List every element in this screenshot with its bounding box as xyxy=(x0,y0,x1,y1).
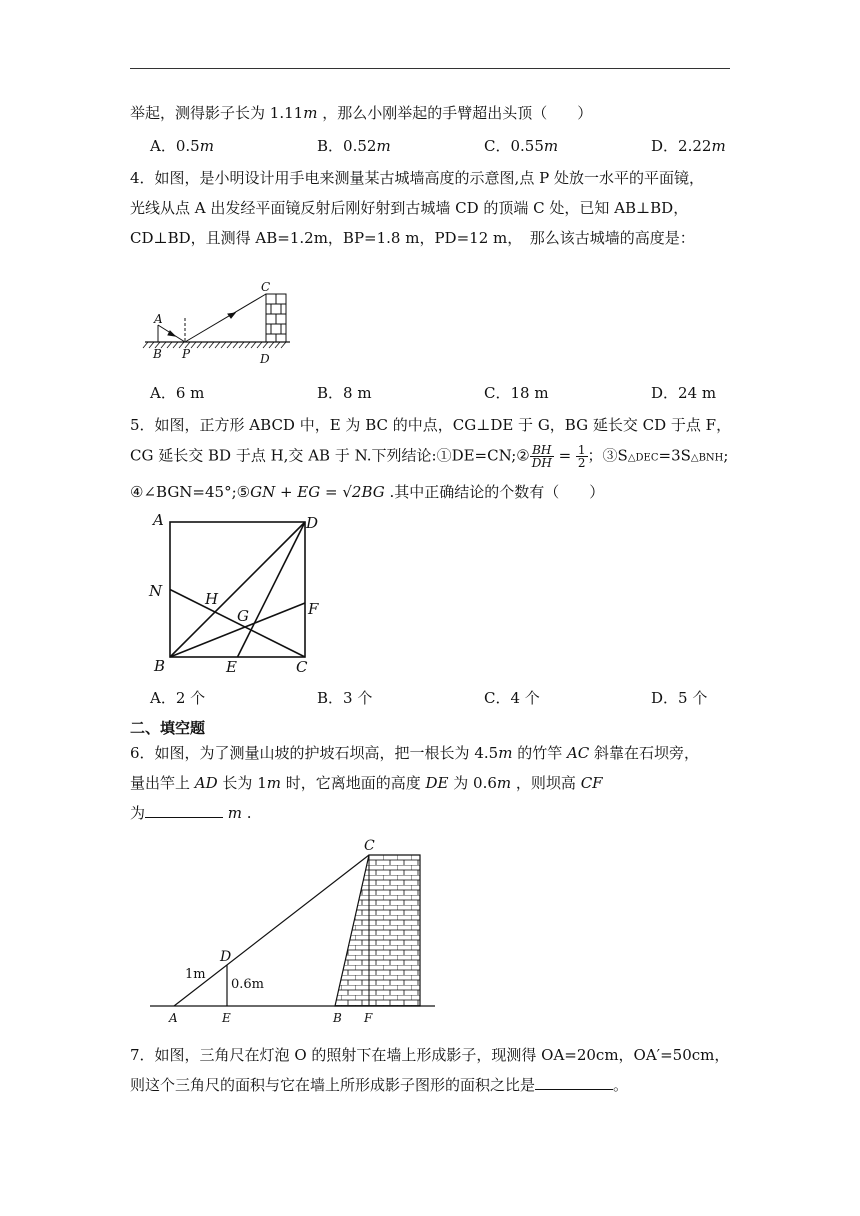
q5-figure xyxy=(145,508,325,678)
q4-option-d[interactable]: D．24 m xyxy=(651,384,717,402)
q4-option-b[interactable]: B．8 m xyxy=(317,384,372,402)
q5-text-line-1: 5．如图，正方形 ABCD 中，E 为 BC 的中点，CG⊥DE 于 G，BG 延长交 CD 于点 F， xyxy=(130,416,732,434)
q6-text-line-1: 6．如图，为了测量山坡的护坡石坝高，把一根长为 4.5m 的竹竿 AC 斜靠在石坝旁， xyxy=(130,744,700,762)
q5-label-a: A xyxy=(153,511,164,529)
q3-option-b[interactable]: B．0.52m xyxy=(317,137,391,155)
header-rule xyxy=(130,68,730,69)
q6-label-f: F xyxy=(364,1011,373,1025)
q5-label-f: F xyxy=(308,600,319,618)
q6-text-line-2: 量出竿上 AD 长为 1m 时，它离地面的高度 DE 为 0.6m ，则坝高 CF xyxy=(130,774,603,792)
q3-option-d[interactable]: D．2.22m xyxy=(651,137,726,155)
q5-label-n: N xyxy=(149,582,163,600)
q5-text-line-3: ④∠BGN=45°;⑤GN + EG = √2BG .其中正确结论的个数有（ ） xyxy=(130,483,605,501)
q5-label-b: B xyxy=(154,657,166,675)
q5-label-c: C xyxy=(296,658,308,676)
q6-label-a: A xyxy=(169,1011,178,1025)
q7-text-line-2: 则这个三角尺的面积与它在墙上所形成影子图形的面积之比是 。 xyxy=(130,1076,629,1094)
q6-label-de-length: 0.6m xyxy=(231,977,265,992)
q5-text-line-2: CG 延长交 BD 于点 H,交 AB 于 N.下列结论:①DE=CN;② $\frac{BH}{DH}$ = $\frac{1}{2}$ ；③S△DEC=3S△BNH; xyxy=(130,443,729,470)
q4-label-p: P xyxy=(182,347,191,361)
q4-label-a: A xyxy=(154,312,163,326)
q6-label-b: B xyxy=(333,1011,342,1025)
q5-label-d: D xyxy=(306,514,319,532)
q6-label-d: D xyxy=(220,949,232,965)
q4-wall xyxy=(266,294,286,342)
q4-option-a[interactable]: A．6 m xyxy=(150,384,205,402)
q3-option-a[interactable]: A．0.5m xyxy=(150,137,214,155)
q6-text-line-3: 为 m . xyxy=(130,804,252,822)
q5-option-a[interactable]: A．2 个 xyxy=(150,689,206,707)
q3-text-line: 举起，测得影子长为 1.11m ，那么小刚举起的手臂超出头顶（ ） xyxy=(130,104,593,122)
q6-label-c: C xyxy=(364,838,375,854)
q5-label-g: G xyxy=(237,607,249,625)
q4-label-d: D xyxy=(260,352,270,366)
q4-label-c: C xyxy=(261,280,271,294)
q6-answer-blank[interactable] xyxy=(145,803,223,818)
q7-answer-blank[interactable] xyxy=(535,1075,613,1090)
section-title: 二、填空题 xyxy=(130,719,206,737)
q6-label-e: E xyxy=(222,1011,231,1025)
q5-fraction-bh-dh: $\frac{BH}{DH}$ xyxy=(531,443,552,470)
q4-ground xyxy=(143,342,290,348)
q5-label-h: H xyxy=(205,590,219,608)
q5-fraction-half: $\frac{1}{2}$ xyxy=(577,443,586,470)
q4-option-c[interactable]: C．18 m xyxy=(484,384,549,402)
q6-label-ad-length: 1m xyxy=(185,967,206,982)
q5-option-d[interactable]: D．5 个 xyxy=(651,689,708,707)
q6-figure xyxy=(145,835,445,1030)
q7-text-line-1: 7．如图，三角尺在灯泡 O 的照射下在墙上形成影子，现测得 OA=20cm，OA′=50cm， xyxy=(130,1046,730,1064)
q3-option-c[interactable]: C．0.55m xyxy=(484,137,559,155)
q5-option-c[interactable]: C．4 个 xyxy=(484,689,540,707)
q4-label-b: B xyxy=(153,347,162,361)
q4-text-line-3: CD⊥BD，且测得 AB=1.2m，BP=1.8 m，PD=12 m， 那么该古城墙的高度是： xyxy=(130,229,695,247)
q5-option-b[interactable]: B．3 个 xyxy=(317,689,373,707)
q4-text-line-1: 4．如图，是小明设计用手电来测量某古城墙高度的示意图,点 P 处放一水平的平面镜， xyxy=(130,169,704,187)
q5-label-e: E xyxy=(226,658,237,676)
q4-figure xyxy=(140,280,300,370)
q4-text-line-2: 光线从点 A 出发经平面镜反射后刚好射到古城墙 CD 的顶端 C 处，已知 AB⊥BD， xyxy=(130,199,689,217)
q4-light-path xyxy=(158,294,266,342)
